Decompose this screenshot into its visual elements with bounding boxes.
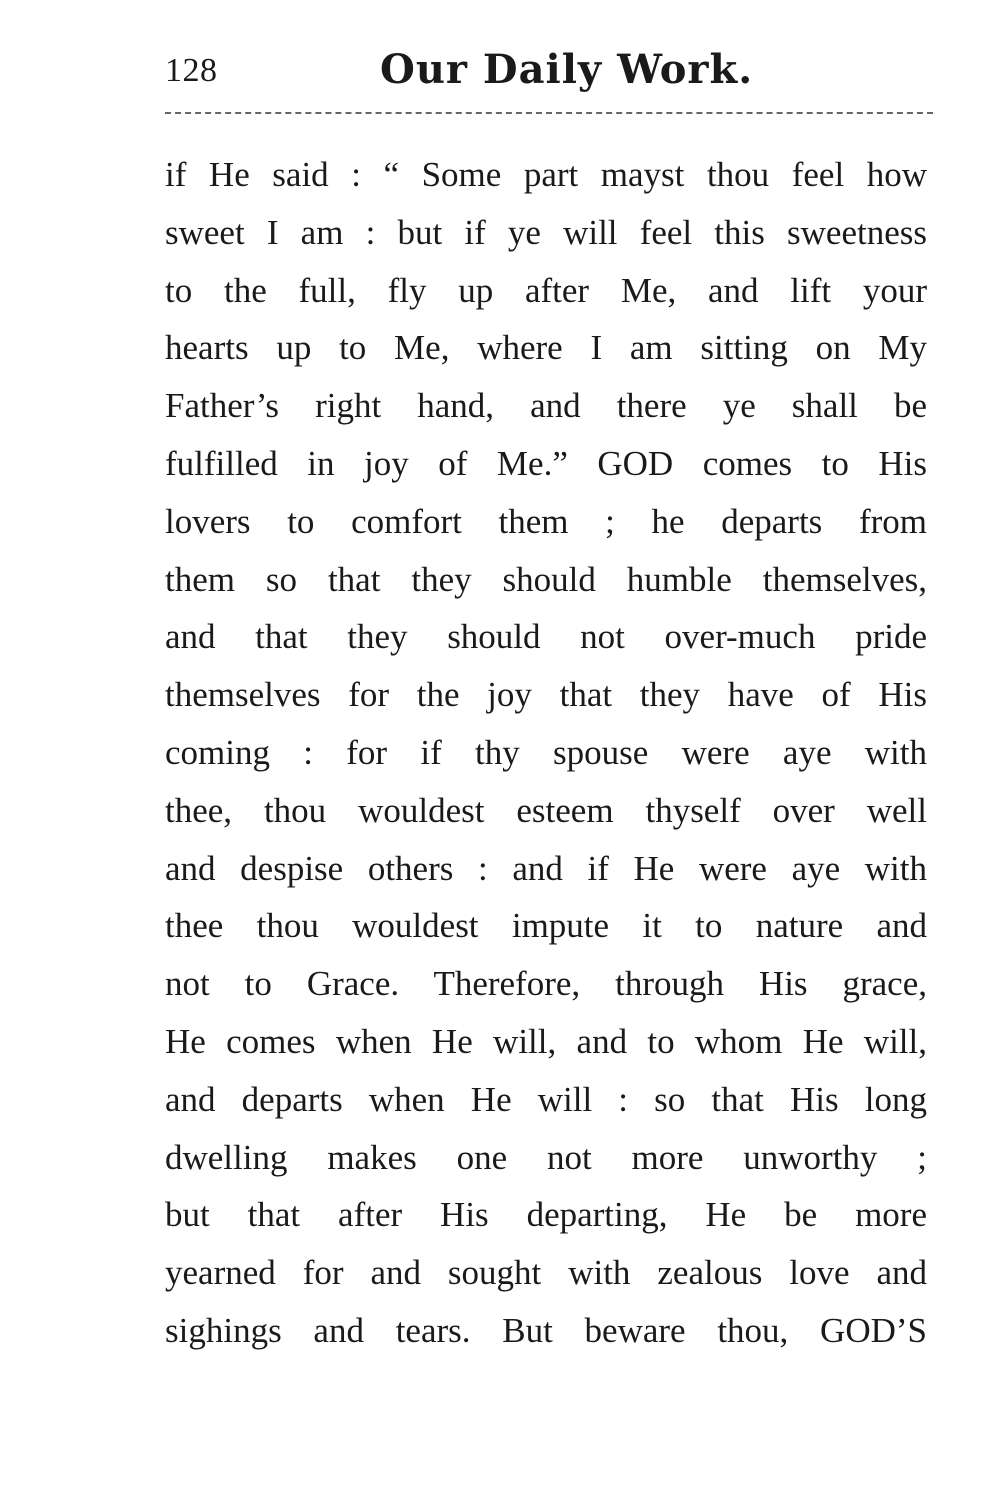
text-line: and despise others : and if He were aye with bbox=[165, 848, 927, 888]
page-number: 128 bbox=[165, 52, 218, 89]
text-line: He comes when He will, and to whom He will, bbox=[165, 1021, 927, 1061]
text-line: to the full, fly up after Me, and lift your bbox=[165, 270, 927, 310]
running-title: Our Daily Work. bbox=[380, 46, 754, 93]
text-line: not to Grace. Therefore, through His grace, bbox=[165, 964, 927, 1004]
text-line: if He said : “ Some part mayst thou feel how bbox=[165, 155, 927, 194]
text-line: coming : for if thy spouse were aye with bbox=[165, 732, 927, 772]
text-line: and departs when He will : so that His long bbox=[165, 1079, 927, 1119]
text-line: sweet I am : but if ye will feel this sweetness bbox=[165, 212, 927, 252]
text-line: but that after His departing, He be more bbox=[165, 1195, 927, 1235]
text-line: yearned for and sought with zealous love and bbox=[165, 1253, 927, 1293]
header-rule bbox=[165, 112, 933, 114]
text-line: sighings and tears. But beware thou, GOD’S bbox=[165, 1310, 927, 1350]
text-line: dwelling makes one not more unworthy ; bbox=[165, 1137, 927, 1177]
text-line: themselves for the joy that they have of His bbox=[165, 675, 927, 715]
text-line: hearts up to Me, where I am sitting on My bbox=[165, 328, 927, 368]
text-line: and that they should not over-much pride bbox=[165, 617, 927, 657]
text-line: thee, thou wouldest esteem thyself over well bbox=[165, 790, 927, 830]
page-header bbox=[165, 46, 930, 106]
text-line: fulfilled in joy of Me.” GOD comes to His bbox=[165, 443, 927, 483]
text-line: lovers to comfort them ; he departs from bbox=[165, 501, 927, 541]
text-line: them so that they should humble themselves, bbox=[165, 559, 927, 599]
body-text bbox=[165, 146, 927, 1360]
text-line: thee thou wouldest impute it to nature and bbox=[165, 906, 927, 946]
text-line: Father’s right hand, and there ye shall be bbox=[165, 386, 927, 426]
